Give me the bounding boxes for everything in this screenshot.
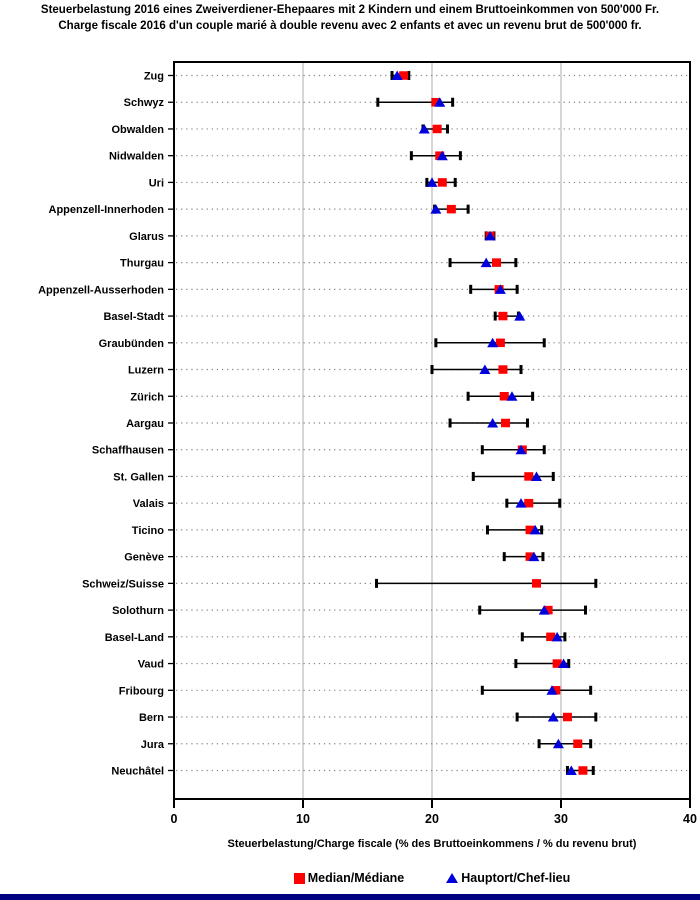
- chart-legend: [174, 871, 690, 885]
- canton-label: Schweiz/Suisse: [82, 578, 164, 591]
- canton-label: Obwalden: [111, 123, 164, 136]
- median-marker: [433, 125, 442, 133]
- range-min-cap: [449, 258, 452, 267]
- range-max-cap: [552, 472, 555, 481]
- canton-label: St. Gallen: [113, 471, 164, 484]
- range-min-cap: [503, 552, 506, 561]
- range-min-cap: [410, 151, 413, 160]
- canton-label: Schaffhausen: [91, 444, 164, 457]
- canton-label: Appenzell-Innerhoden: [48, 204, 164, 217]
- canton-label: Glarus: [129, 230, 164, 243]
- median-marker: [573, 740, 582, 749]
- range-min-cap: [469, 285, 472, 294]
- range-max-cap: [589, 686, 592, 695]
- canton-label: Solothurn: [112, 605, 164, 618]
- canton-label: Zürich: [130, 391, 164, 404]
- median-marker: [438, 178, 447, 187]
- median-marker: [501, 419, 510, 428]
- range-min-cap: [494, 312, 497, 321]
- range-min-cap: [514, 659, 517, 668]
- range-max-cap: [531, 392, 534, 401]
- canton-label: Basel-Stadt: [103, 311, 164, 324]
- canton-label: Jura: [140, 738, 164, 751]
- range-max-cap: [451, 98, 454, 107]
- hauptort-triangle-icon: [446, 873, 458, 883]
- canton-label: Luzern: [127, 364, 164, 377]
- range-min-cap: [431, 365, 434, 374]
- median-marker: [492, 258, 501, 267]
- chart-title-french: Charge fiscale 2016 d'un couple marié à double revenu avec 2 enfants et avec un revenu brut de 500'000 fr.: [58, 20, 642, 32]
- range-max-cap: [446, 124, 449, 133]
- range-max-cap: [558, 499, 561, 508]
- median-marker: [498, 312, 507, 321]
- legend-median-label: Median/Médiane: [307, 871, 405, 885]
- range-max-cap: [526, 418, 529, 427]
- range-min-cap: [434, 338, 437, 347]
- legend-hauptort-label: Hauptort/Chef-lieu: [461, 871, 571, 885]
- range-max-cap: [540, 525, 543, 534]
- range-max-cap: [467, 205, 470, 214]
- canton-label: Vaud: [137, 658, 164, 671]
- legend-item-median: [294, 871, 405, 885]
- range-min-cap: [481, 686, 484, 695]
- canton-label: Bern: [138, 712, 164, 725]
- canton-label: Thurgau: [120, 257, 164, 270]
- range-min-cap: [449, 418, 452, 427]
- x-tick-label: 20: [425, 812, 439, 826]
- range-max-cap: [592, 766, 595, 775]
- canton-label: Appenzell-Ausserhoden: [38, 284, 164, 297]
- canton-label: Graubünden: [98, 337, 164, 350]
- range-max-cap: [594, 713, 597, 722]
- legend-item-hauptort: [446, 871, 570, 885]
- range-max-cap: [594, 579, 597, 588]
- median-marker: [563, 713, 572, 722]
- range-max-cap: [516, 285, 519, 294]
- range-max-cap: [514, 258, 517, 267]
- canton-label: Ticino: [131, 524, 164, 537]
- range-min-cap: [375, 579, 378, 588]
- range-max-cap: [563, 632, 566, 641]
- range-min-cap: [505, 499, 508, 508]
- canton-label: Aargau: [126, 417, 164, 430]
- range-max-cap: [543, 445, 546, 454]
- canton-label: Neuchâtel: [111, 765, 164, 778]
- range-min-cap: [521, 632, 524, 641]
- canton-label: Uri: [148, 177, 164, 190]
- median-marker: [498, 365, 507, 374]
- median-square-icon: [294, 873, 305, 884]
- range-min-cap: [538, 739, 541, 748]
- chart-title-german: Steuerbelastung 2016 eines Zweiverdiener-Ehepaares mit 2 Kindern und einem Bruttoeinkommen von 500'000 Fr.: [40, 4, 660, 16]
- canton-label: Valais: [132, 498, 164, 511]
- x-tick-label: 0: [170, 812, 178, 826]
- x-axis-label: Steuerbelastung/Charge fiscale (% des Bruttoeinkommens / % du revenu brut): [227, 838, 637, 850]
- canton-label: Basel-Land: [104, 631, 164, 644]
- range-max-cap: [454, 178, 457, 187]
- range-min-cap: [486, 525, 489, 534]
- range-max-cap: [520, 365, 523, 374]
- range-max-cap: [589, 739, 592, 748]
- x-tick-label: 10: [296, 812, 310, 826]
- median-marker: [578, 766, 587, 775]
- range-min-cap: [481, 445, 484, 454]
- canton-label: Zug: [143, 70, 164, 83]
- range-min-cap: [467, 392, 470, 401]
- median-marker: [447, 205, 456, 214]
- range-max-cap: [541, 552, 544, 561]
- range-max-cap: [543, 338, 546, 347]
- canton-label: Schwyz: [123, 97, 164, 110]
- range-max-cap: [584, 606, 587, 615]
- canton-label: Fribourg: [118, 685, 164, 698]
- range-min-cap: [478, 606, 481, 615]
- canton-label: Genève: [124, 551, 164, 564]
- range-min-cap: [376, 98, 379, 107]
- canton-label: Nidwalden: [108, 150, 164, 163]
- median-marker: [532, 579, 541, 588]
- range-min-cap: [516, 713, 519, 722]
- range-min-cap: [472, 472, 475, 481]
- range-max-cap: [459, 151, 462, 160]
- x-tick-label: 30: [554, 812, 568, 826]
- window-bottom-bar: [0, 894, 700, 900]
- x-tick-label: 40: [683, 812, 697, 826]
